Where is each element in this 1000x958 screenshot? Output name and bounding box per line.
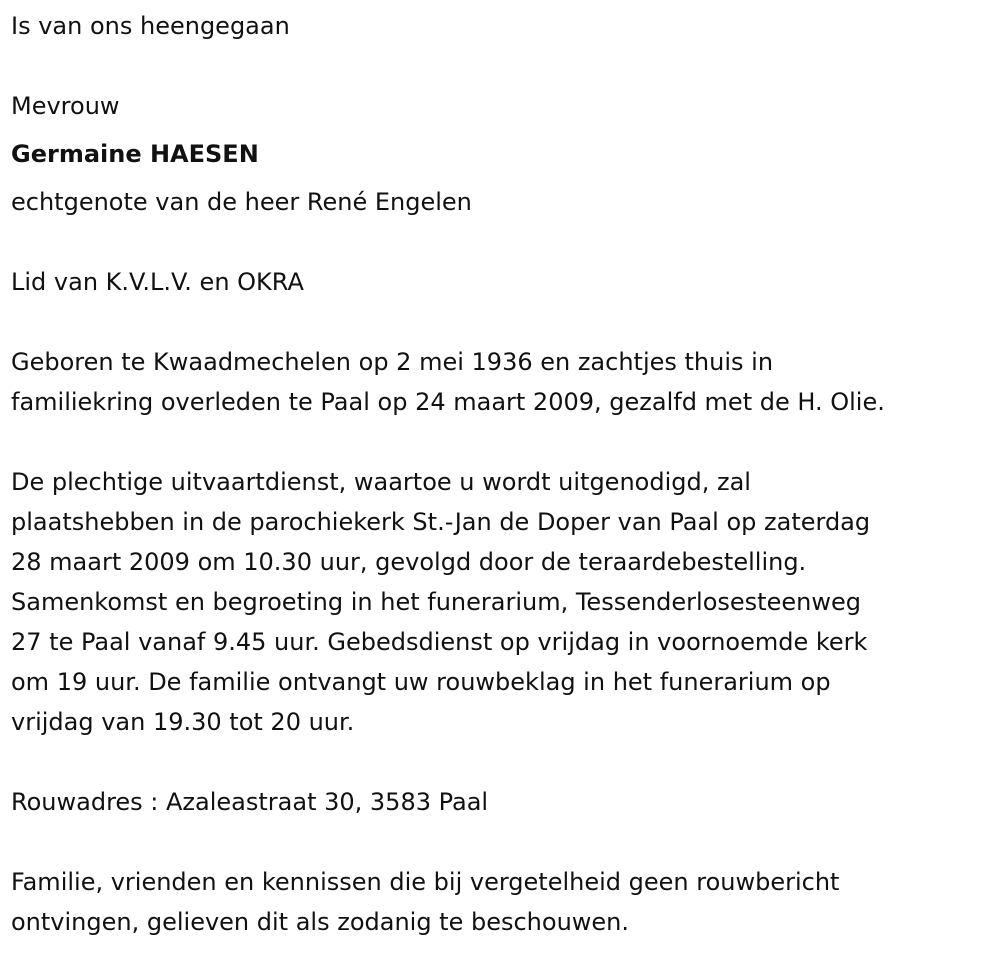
intro-text: Is van ons heengegaan: [11, 12, 290, 40]
paragraph-line: familiekring overleden te Paal op 24 maart 2009, gezalfd met de H. Olie.: [11, 388, 885, 416]
funeral-paragraph: [11, 462, 870, 742]
paragraph-line: Geboren te Kwaadmechelen op 2 mei 1936 en zachtjes thuis in: [11, 348, 774, 376]
paragraph-line: Familie, vrienden en kennissen die bij vergetelheid geen rouwbericht: [11, 868, 840, 896]
paragraph-line: plaatshebben in de parochiekerk St.-Jan de Doper van Paal op zaterdag: [11, 508, 871, 536]
paragraph-line: om 19 uur. De familie ontvangt uw rouwbeklag in het funerarium op: [11, 668, 831, 696]
paragraph-line: Samenkomst en begroeting in het funerarium, Tessenderlosesteenweg: [11, 588, 861, 616]
paragraph-line: 27 te Paal vanaf 9.45 uur. Gebedsdienst op vrijdag in voornoemde kerk: [11, 628, 868, 656]
title-text: Mevrouw: [11, 92, 120, 120]
paragraph-line: De plechtige uitvaartdienst, waartoe u wordt uitgenodigd, zal: [11, 468, 751, 496]
paragraph-line: 28 maart 2009 om 10.30 uur, gevolgd door de teraardebestelling.: [11, 548, 807, 576]
spouse-text: echtgenote van de heer René Engelen: [11, 188, 472, 216]
paragraph-line: vrijdag van 19.30 tot 20 uur.: [11, 708, 355, 736]
closing-paragraph: [11, 862, 839, 942]
birth-death-paragraph: [11, 342, 885, 422]
membership-text: Lid van K.V.L.V. en OKRA: [11, 268, 304, 296]
deceased-name: Germaine HAESEN: [11, 140, 259, 168]
mourning-address: Rouwadres : Azaleastraat 30, 3583 Paal: [11, 788, 489, 816]
paragraph-line: ontvingen, gelieven dit als zodanig te beschouwen.: [11, 908, 630, 936]
